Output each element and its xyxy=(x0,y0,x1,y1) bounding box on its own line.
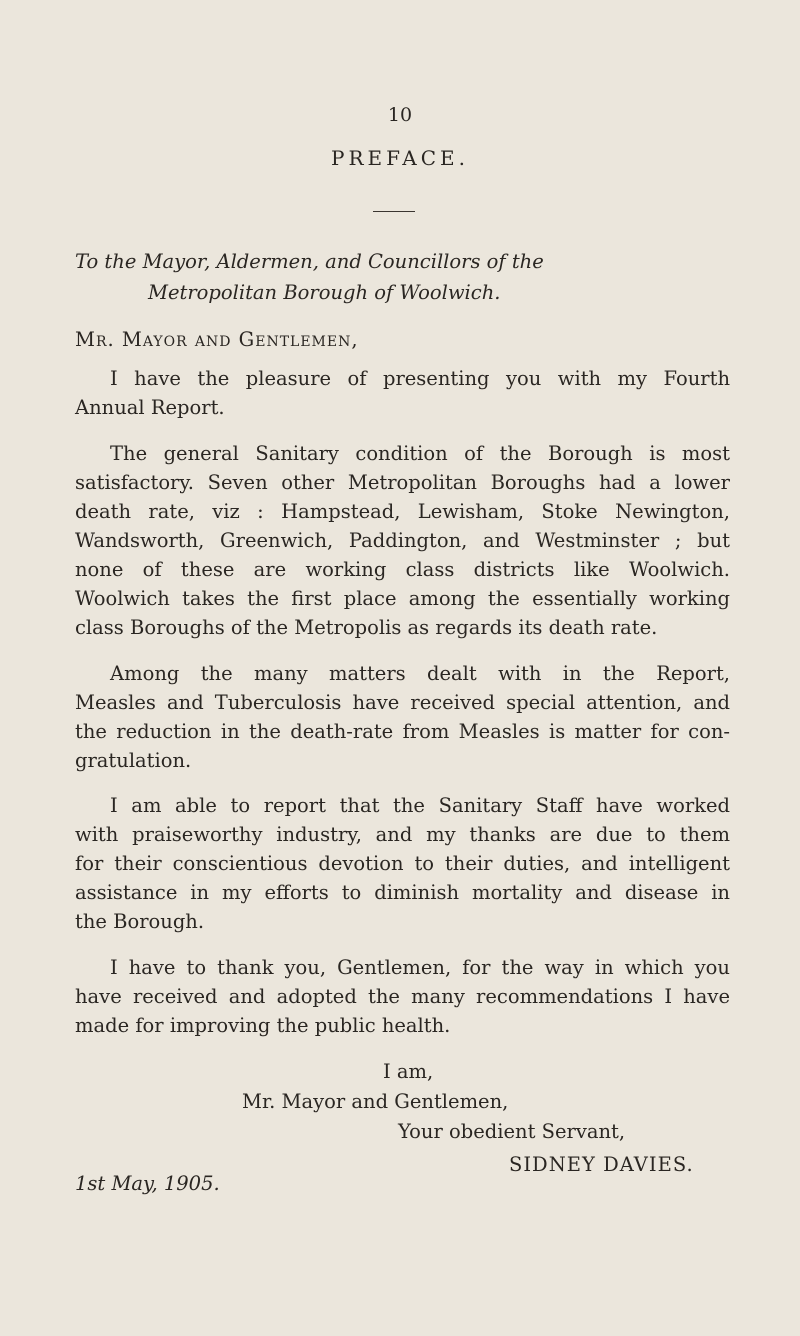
paragraph-3-line-1: Among the many matters dealt with in the Report, xyxy=(110,662,730,685)
title-divider xyxy=(373,211,415,212)
closing-servant: Your obedient Servant, xyxy=(398,1120,626,1143)
closing-address: Mr. Mayor and Gentlemen, xyxy=(242,1090,509,1113)
paragraph-2-line-4: Wandsworth, Greenwich, Paddington, and Westminster ; but xyxy=(75,529,730,552)
paragraph-4-line-5: the Borough. xyxy=(75,910,205,933)
paragraph-5-line-2: have received and adopted the many recommendations I have xyxy=(75,985,730,1008)
closing-i-am: I am, xyxy=(383,1060,434,1083)
paragraph-2-line-5: none of these are working class districts like Woolwich. xyxy=(75,558,730,581)
paragraph-2-line-7: class Boroughs of the Metropolis as regards its death rate. xyxy=(75,616,658,639)
paragraph-4-line-1: I am able to report that the Sanitary Staff have worked xyxy=(110,794,730,817)
paragraph-2-line-1: The general Sanitary condition of the Borough is most xyxy=(110,442,730,465)
paragraph-4-line-2: with praiseworthy industry, and my thanks are due to them xyxy=(75,823,730,846)
date-line: 1st May, 1905. xyxy=(75,1172,220,1195)
page-title: PREFACE. xyxy=(331,146,469,170)
paragraph-3-line-2: Measles and Tuberculosis have received special attention, and xyxy=(75,691,730,714)
address-line-1: To the Mayor, Aldermen, and Councillors of the xyxy=(75,250,544,273)
paragraph-5-line-3: made for improving the public health. xyxy=(75,1014,451,1037)
salutation: Mr. Mayor and Gentlemen, xyxy=(75,328,359,351)
paragraph-3-line-3: the reduction in the death-rate from Measles is matter for con- xyxy=(75,720,730,743)
paragraph-2-line-2: satisfactory. Seven other Metropolitan Boroughs had a lower xyxy=(75,471,730,494)
signature: SIDNEY DAVIES. xyxy=(509,1153,694,1176)
paragraph-1-line-2: Annual Report. xyxy=(75,396,225,419)
paragraph-3-line-4: gratulation. xyxy=(75,749,192,772)
paragraph-2-line-3: death rate, viz : Hampstead, Lewisham, Stoke Newington, xyxy=(75,500,730,523)
paragraph-4-line-4: assistance in my efforts to diminish mortality and disease in xyxy=(75,881,730,904)
paragraph-4-line-3: for their conscientious devotion to their duties, and intelligent xyxy=(75,852,730,875)
address-line-2: Metropolitan Borough of Woolwich. xyxy=(148,281,501,304)
paragraph-2-line-6: Woolwich takes the first place among the essentially working xyxy=(75,587,730,610)
paragraph-1-line-1: I have the pleasure of presenting you with my Fourth xyxy=(110,367,730,390)
paragraph-5-line-1: I have to thank you, Gentlemen, for the way in which you xyxy=(110,956,730,979)
page-number: 10 xyxy=(387,104,413,126)
